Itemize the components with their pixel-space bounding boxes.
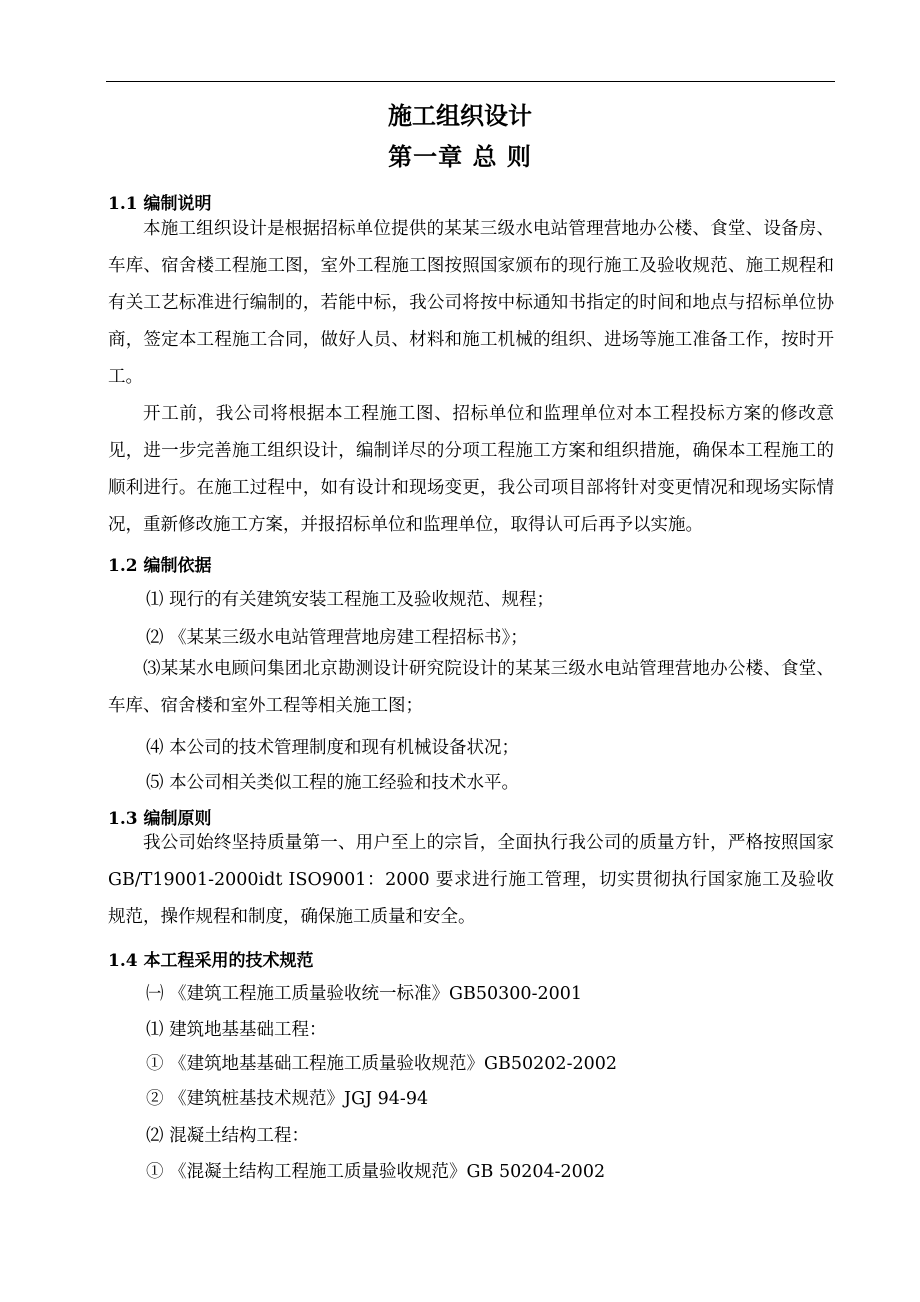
spec-item-3: ① 《建筑地基基础工程施工质量验收规范》GB50202-2002 [146,1054,618,1074]
chapter-title: 第一章 总 则 [388,142,532,171]
document-title: 施工组织设计 [388,101,532,130]
spec-item-1: ㈠ 《建筑工程施工质量验收统一标准》GB50300-2001 [146,984,583,1004]
section-heading-1-3: 1.3 编制原则 [108,809,212,829]
section-heading-1-4: 1.4 本工程采用的技术规范 [108,951,314,971]
section-heading-1-2: 1.2 编制依据 [108,556,212,576]
paragraph-1-1-b: 开工前，我公司将根据本工程施工图、招标单位和监理单位对本工程投标方案的修改意见，进一步完善施工组织设计，编制详尽的分项工程施工方案和组织措施，确保本工程施工的顺利进行。在施工过程中，如有设计和现场变更，我公司项目部将针对变更情况和现场实际情况，重新修改施工方案，并报招标单位和监理单位，取得认可后再予以实施。 [108,404,834,535]
spec-item-6: ① 《混凝土结构工程施工质量验收规范》GB 50204-2002 [146,1162,606,1182]
spec-item-5: ⑵ 混凝土结构工程： [146,1126,310,1146]
basis-item-3: ⑶某某水电顾问集团北京勘测设计研究院设计的某某三级水电站管理营地办公楼、食堂、车库、宿舍楼和室外工程等相关施工图； [108,659,834,716]
basis-item-2: ⑵ 《某某三级水电站管理营地房建工程招标书》； [146,628,528,648]
basis-item-5: ⑸ 本公司相关类似工程的施工经验和技术水平。 [146,773,520,793]
paragraph-1-3: 我公司始终坚持质量第一、用户至上的宗旨，全面执行我公司的质量方针，严格按照国家 GB/T19001-2000idt ISO9001：2000 要求进行施工管理，切实贯彻执行国家施工及验收规范，操作规程和制度，确保施工质量和安全。 [108,833,834,927]
header-rule [106,81,835,82]
paragraph-1-1-a: 本施工组织设计是根据招标单位提供的某某三级水电站管理营地办公楼、食堂、设备房、车库、宿舍楼工程施工图，室外工程施工图按照国家颁布的现行施工及验收规范、施工规程和有关工艺标准进行编制的，若能中标，我公司将按中标通知书指定的时间和地点与招标单位协商，签定本工程施工合同，做好人员、材料和施工机械的组织、进场等施工准备工作，按时开工。 [108,219,834,387]
spec-item-2: ⑴ 建筑地基基础工程： [146,1020,327,1040]
basis-item-1: ⑴ 现行的有关建筑安装工程施工及验收规范、规程； [146,590,555,610]
spec-item-4: ② 《建筑桩基技术规范》JGJ 94-94 [146,1089,429,1109]
basis-item-4: ⑷ 本公司的技术管理制度和现有机械设备状况； [146,738,520,758]
section-heading-1-1: 1.1 编制说明 [108,194,212,214]
